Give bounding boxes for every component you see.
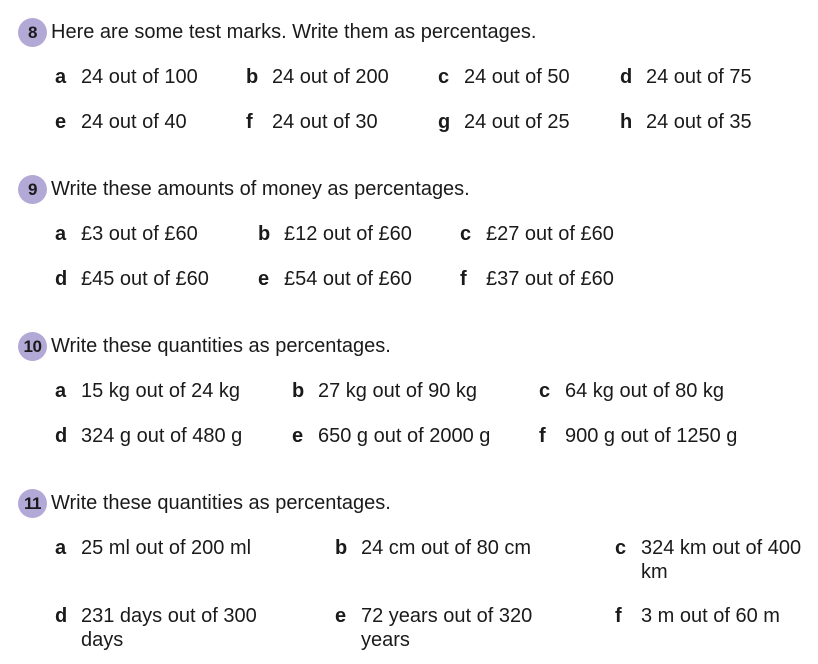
question-number-badge: 10 [18, 332, 47, 361]
question-number-badge: 9 [18, 175, 47, 204]
part-letter: c [539, 380, 551, 402]
question-11-part-b [335, 536, 531, 560]
part-letter: a [55, 223, 67, 245]
part-letter: e [55, 111, 67, 133]
part-letter: f [615, 605, 622, 627]
question-title: Write these quantities as percentages. [51, 492, 391, 514]
part-text: 324 g out of 480 g [81, 425, 243, 447]
part-letter: c [438, 66, 450, 88]
question-11-part-c [615, 536, 815, 584]
part-letter: a [55, 66, 67, 88]
part-text: 900 g out of 1250 g [565, 425, 738, 447]
part-text: £27 out of £60 [486, 223, 614, 245]
question-9-part-d [55, 267, 209, 291]
question-11-header [18, 489, 391, 518]
part-text: £12 out of £60 [284, 223, 412, 245]
part-text: 650 g out of 2000 g [318, 425, 491, 447]
question-title: Here are some test marks. Write them as percentages. [51, 21, 537, 43]
question-11-part-a [55, 536, 251, 560]
part-letter: b [246, 66, 259, 88]
question-8-part-f [246, 110, 378, 134]
part-letter: c [615, 537, 627, 559]
part-letter: d [620, 66, 633, 88]
part-text: 72 years out of 320 years [361, 605, 533, 651]
part-letter: b [292, 380, 305, 402]
question-10-part-a [55, 379, 240, 403]
question-10-part-e [292, 424, 490, 448]
question-10-part-b [292, 379, 477, 403]
part-text: 24 out of 30 [272, 111, 378, 133]
part-letter: c [460, 223, 472, 245]
question-8-part-b [246, 65, 389, 89]
part-letter: d [55, 425, 68, 447]
part-text: 24 out of 75 [646, 66, 752, 88]
part-text: 24 out of 100 [81, 66, 198, 88]
question-8-header [18, 18, 536, 47]
question-8-part-a [55, 65, 198, 89]
part-text: £37 out of £60 [486, 268, 614, 290]
question-9-header [18, 175, 470, 204]
part-text: 64 kg out of 80 kg [565, 380, 725, 402]
part-text: £45 out of £60 [81, 268, 209, 290]
part-text: 24 out of 40 [81, 111, 187, 133]
question-title: Write these quantities as percentages. [51, 335, 391, 357]
part-letter: a [55, 537, 67, 559]
part-text: 24 out of 200 [272, 66, 389, 88]
question-number-badge: 8 [18, 18, 47, 47]
part-letter: b [258, 223, 271, 245]
part-letter: d [55, 268, 68, 290]
part-letter: e [335, 605, 347, 627]
question-9-part-f [460, 267, 614, 291]
question-title: Write these amounts of money as percentages. [51, 178, 470, 200]
part-text: 3 m out of 60 m [641, 605, 780, 627]
question-9-part-b [258, 222, 412, 246]
question-8-part-c [438, 65, 570, 89]
part-text: 24 out of 35 [646, 111, 752, 133]
part-text: 24 out of 50 [464, 66, 570, 88]
part-text: 231 days out of 300 days [81, 605, 257, 651]
question-10-part-f [539, 424, 737, 448]
part-text: 24 cm out of 80 cm [361, 537, 532, 559]
question-9-part-a [55, 222, 198, 246]
part-letter: d [55, 605, 68, 627]
question-9-part-c [460, 222, 614, 246]
part-letter: e [292, 425, 304, 447]
question-8-part-d [620, 65, 752, 89]
part-letter: g [438, 111, 451, 133]
question-number-badge: 11 [18, 489, 47, 518]
part-letter: a [55, 380, 67, 402]
part-text: £54 out of £60 [284, 268, 412, 290]
question-10-part-c [539, 379, 724, 403]
part-letter: e [258, 268, 270, 290]
part-letter: f [460, 268, 467, 290]
question-11-part-e [335, 604, 555, 652]
part-letter: f [246, 111, 253, 133]
question-10-header [18, 332, 391, 361]
part-text: 25 ml out of 200 ml [81, 537, 252, 559]
part-text: 15 kg out of 24 kg [81, 380, 241, 402]
part-letter: b [335, 537, 348, 559]
question-8-part-h [620, 110, 752, 134]
part-letter: f [539, 425, 546, 447]
question-9-part-e [258, 267, 412, 291]
question-8-part-g [438, 110, 570, 134]
question-11-part-f [615, 604, 780, 628]
part-letter: h [620, 111, 633, 133]
question-10-part-d [55, 424, 242, 448]
part-text: 24 out of 25 [464, 111, 570, 133]
question-11-part-d [55, 604, 275, 652]
part-text: 27 kg out of 90 kg [318, 380, 478, 402]
question-8-part-e [55, 110, 187, 134]
part-text: £3 out of £60 [81, 223, 198, 245]
part-text: 324 km out of 400 km [641, 537, 802, 583]
